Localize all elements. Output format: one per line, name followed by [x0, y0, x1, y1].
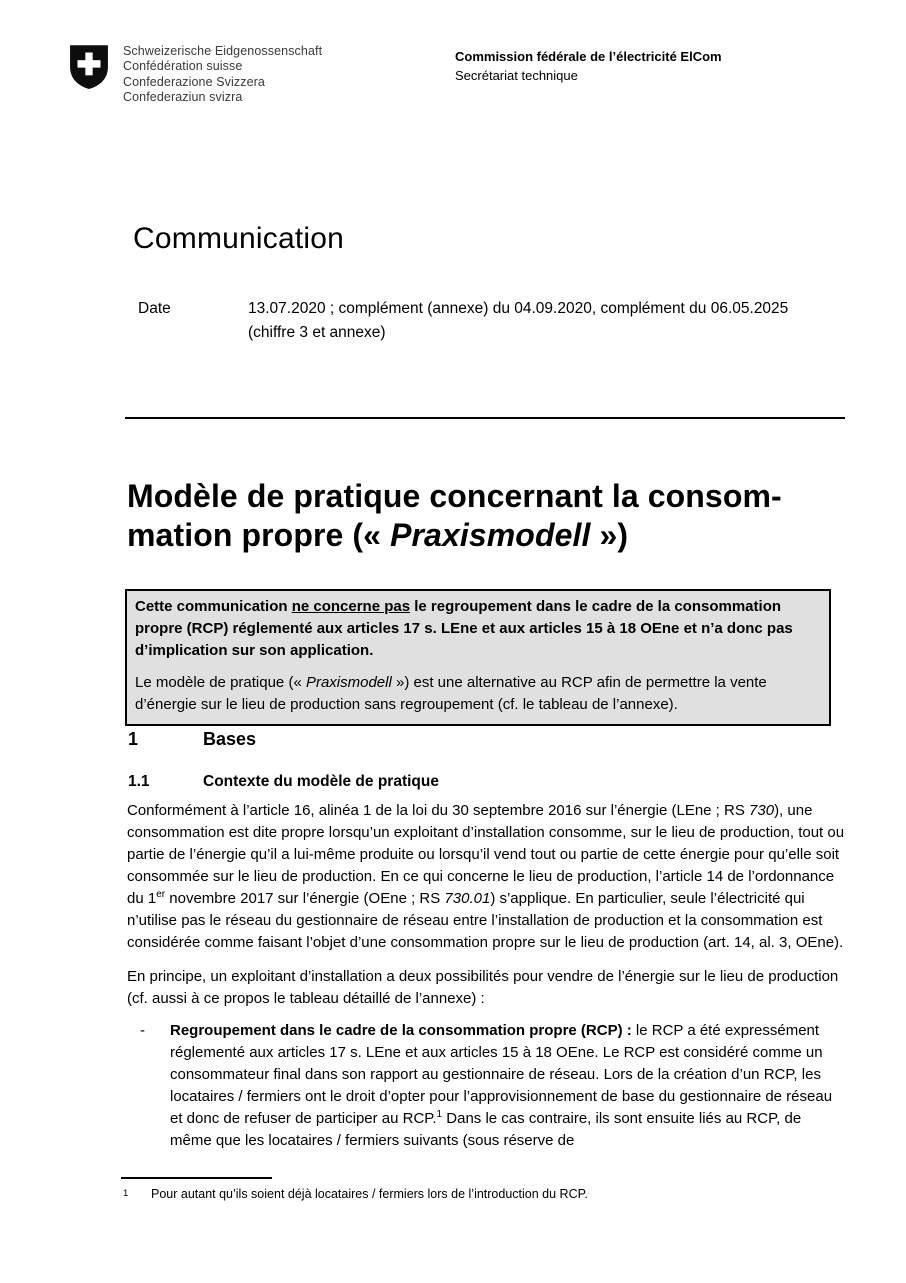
- swiss-confederation-brand: [68, 44, 322, 106]
- section-heading-1-1: [128, 773, 439, 791]
- footnote-marker: 1: [123, 1188, 129, 1199]
- bullet-dash: -: [140, 1022, 145, 1039]
- paragraph-text: novembre 2017 sur l’énergie (OEne ; RS: [165, 890, 445, 907]
- paragraph-text: Conformément à l’article 16, alinéa 1 de la loi du 30 septembre 2016 sur l’énergie (LEne ; RS: [127, 802, 750, 819]
- notice-text: Cette communication: [135, 598, 292, 615]
- paragraph-text: Dans le cas contraire, ils sont ensuite liés au RCP, de même que les locataires / fermiers suivants (sous réserve de: [170, 1110, 802, 1149]
- paragraph: En principe, un exploitant d’installation a deux possibilités pour vendre de l’énergie sur le lieu de production (cf. aussi à ce propos le tableau détaillé de l’annexe) :: [127, 968, 839, 1007]
- law-reference: 730.01: [444, 890, 491, 907]
- notice-text: le regroupement dans le cadre de la consommation propre (RCP) réglementé aux articles 17 s. LEne et aux articles 15 à 18 OEne et n’a donc pas d’implication sur son application.: [135, 598, 793, 659]
- section-title: Bases: [203, 729, 257, 749]
- notice-box: [125, 589, 831, 726]
- title-text: »): [590, 517, 629, 553]
- authority-name: Commission fédérale de l’électricité ElCom: [455, 49, 722, 64]
- brand-line: Confédération suisse: [123, 59, 243, 74]
- section-heading-1: [128, 729, 256, 750]
- section-title: Contexte du modèle de pratique: [203, 773, 439, 790]
- date-value: 13.07.2020 ; complément (annexe) du 04.09.2020, complément du 06.05.2025 (chiffre 3 et annexe): [248, 300, 789, 341]
- section-number: 1: [128, 729, 139, 749]
- footnote: [123, 1186, 843, 1203]
- title-italic-term: Praxismodell: [390, 517, 591, 553]
- notice-paragraph-1: [135, 596, 820, 662]
- law-reference: 730: [749, 802, 775, 819]
- date-row: [138, 297, 793, 345]
- paragraph-text: le RCP a été expressément réglementé aux articles 17 s. LEne et aux articles 15 à 18 OEne. Le RCP est considéré comme un consommateur final dans son rapport au gestionnaire de réseau. Lors de la création d’un RCP, les locataires / fermiers ont le droit d’opter pour l’approvisionnement de base du gestionnaire de réseau et donc de refuser de participer au RCP.: [170, 1022, 833, 1127]
- section-number: 1.1: [128, 773, 150, 790]
- list-item-lead: Regroupement dans le cadre de la consommation propre (RCP) :: [170, 1022, 632, 1039]
- ordinal-superscript: er: [156, 889, 166, 900]
- notice-italic-term: Praxismodell: [305, 674, 392, 691]
- swiss-coat-of-arms-icon: [68, 44, 110, 106]
- header-divider: [125, 417, 845, 419]
- notice-paragraph-2: [135, 672, 820, 716]
- document-type-heading: Communication: [133, 222, 345, 255]
- title-text: mation propre («: [127, 517, 391, 553]
- date-label: Date: [138, 300, 171, 317]
- paragraph: [127, 800, 846, 954]
- page-title-line2: [127, 516, 857, 555]
- page-title-line1: Modèle de pratique concernant la consom-: [127, 478, 782, 514]
- footnote-reference: 1: [436, 1109, 443, 1120]
- footnote-divider: [121, 1177, 272, 1179]
- list-item: [127, 1020, 846, 1152]
- notice-text: ») est une alternative au RCP afin de permettre la vente d’énergie sur le lieu de production sans regroupement (cf. le tableau de l’annexe).: [135, 674, 767, 713]
- brand-text: [123, 44, 322, 106]
- body-text: [127, 800, 846, 1152]
- brand-line: Confederazione Svizzera: [123, 74, 265, 89]
- issuing-authority: [455, 47, 722, 85]
- list-item-text: [170, 1020, 846, 1152]
- notice-underlined-text: ne concerne pas: [291, 598, 411, 615]
- paragraph-text: ), une consommation est dite propre lorsqu’un exploitant d’installation consomme, sur le lieu de production, tout ou partie de l’énergie qu’il a lui-même produite ou lorsqu’il vend tout ou partie de cette énergie pour qu’elle soit consommée sur le lieu de production. En ce qui concerne le lieu de production, l’article 14 de l’ordonnance du 1: [127, 802, 845, 907]
- authority-department: Secrétariat technique: [455, 68, 578, 83]
- notice-text: Le modèle de pratique («: [135, 674, 306, 691]
- brand-line: Schweizerische Eidgenossenschaft: [123, 44, 323, 58]
- footnote-text: Pour autant qu’ils soient déjà locataires / fermiers lors de l’introduction du RCP.: [151, 1187, 588, 1201]
- brand-line: Confederaziun svizra: [123, 90, 243, 105]
- page-title: [127, 477, 857, 555]
- paragraph-text: ) s’applique. En particulier, seule l’électricité qui n’utilise pas le réseau du gestionnaire de réseau entre l’installation de production et la consommation est considérée comme faisant l’objet d’une consommation propre sur le lieu de production (art. 14, al. 3, OEne).: [127, 890, 844, 951]
